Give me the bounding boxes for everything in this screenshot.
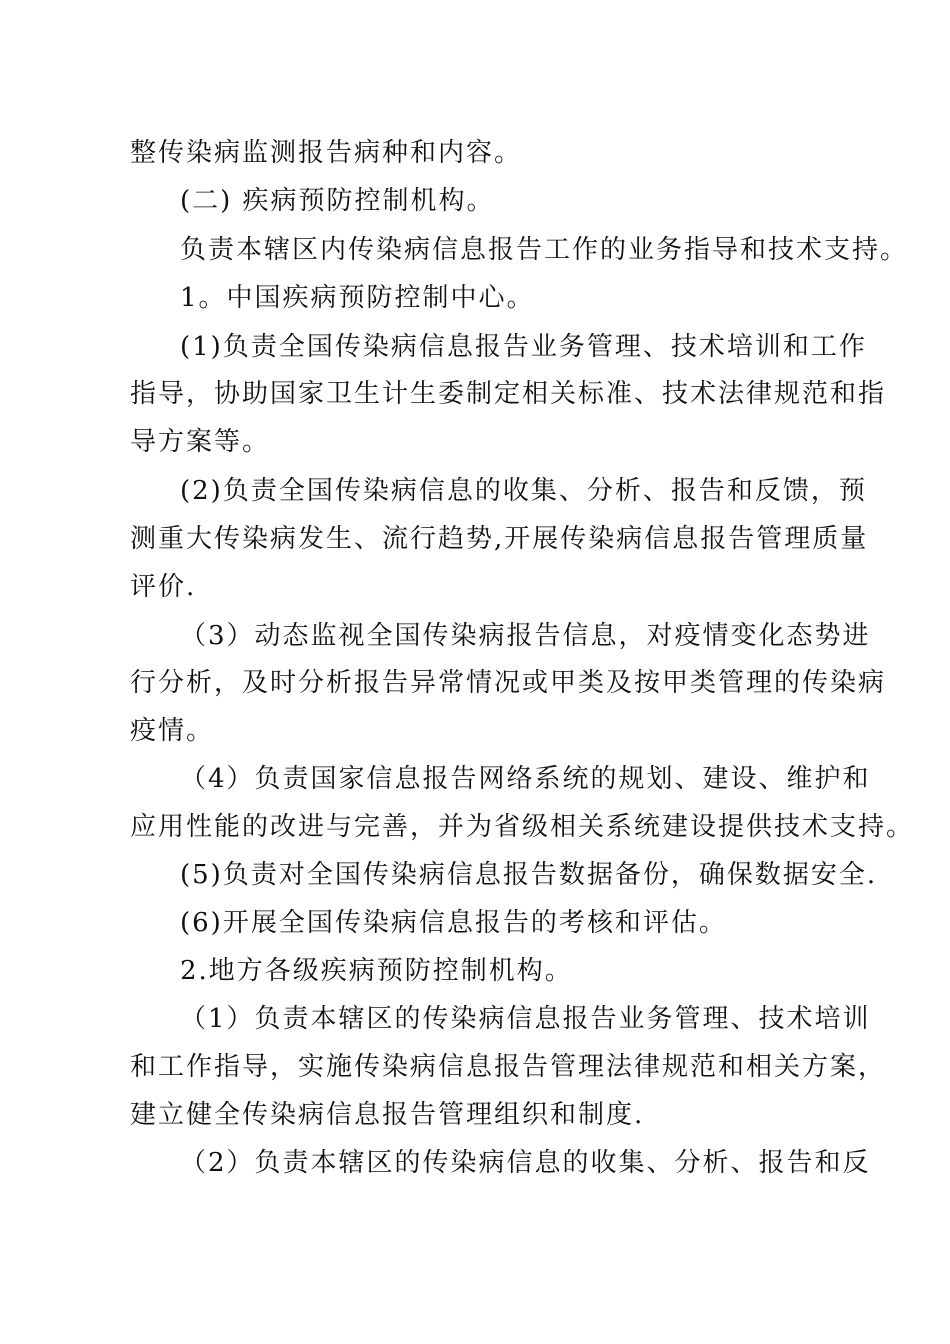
text-line: （3）动态监视全国传染病报告信息，对疫情变化态势进 <box>180 621 871 651</box>
text-line: (1)负责全国传染病信息报告业务管理、技术培训和工作 <box>180 332 867 362</box>
text-line: (6)开展全国传染病信息报告的考核和评估。 <box>180 908 727 938</box>
text-line: （1）负责本辖区的传染病信息报告业务管理、技术培训 <box>180 1004 871 1034</box>
text-line: 测重大传染病发生、流行趋势,开展传染病信息报告管理质量 <box>130 524 869 554</box>
text-line: 疫情。 <box>130 716 215 746</box>
text-line: （4）负责国家信息报告网络系统的规划、建设、维护和 <box>180 764 871 794</box>
text-line: 导方案等。 <box>130 427 271 457</box>
text-line: 评价. <box>130 572 197 602</box>
text-line: (5)负责对全国传染病信息报告数据备份，确保数据安全. <box>180 860 878 890</box>
text-line: 建立健全传染病信息报告管理组织和制度. <box>130 1100 645 1130</box>
text-line: 行分析，及时分析报告异常情况或甲类及按甲类管理的传染病 <box>130 668 887 698</box>
text-line: 和工作指导，实施传染病信息报告管理法律规范和相关方案， <box>130 1052 887 1082</box>
section-heading: (二) 疾病预防控制机构。 <box>180 186 495 216</box>
subsection-heading: 2.地方各级疾病预防控制机构。 <box>180 956 573 986</box>
text-line: （2）负责本辖区的传染病信息的收集、分析、报告和反 <box>180 1148 871 1178</box>
text-line: 指导，协助国家卫生计生委制定相关标准、技术法律规范和指 <box>130 379 887 409</box>
text-line: (2)负责全国传染病信息的收集、分析、报告和反馈，预 <box>180 476 867 506</box>
text-line: 负责本辖区内传染病信息报告工作的业务指导和技术支持。 <box>180 235 909 265</box>
text-line: 整传染病监测报告病种和内容。 <box>130 138 523 168</box>
text-line: 应用性能的改进与完善，并为省级相关系统建设提供技术支持。 <box>130 812 915 842</box>
subsection-heading: 1。中国疾病预防控制中心。 <box>180 283 535 313</box>
